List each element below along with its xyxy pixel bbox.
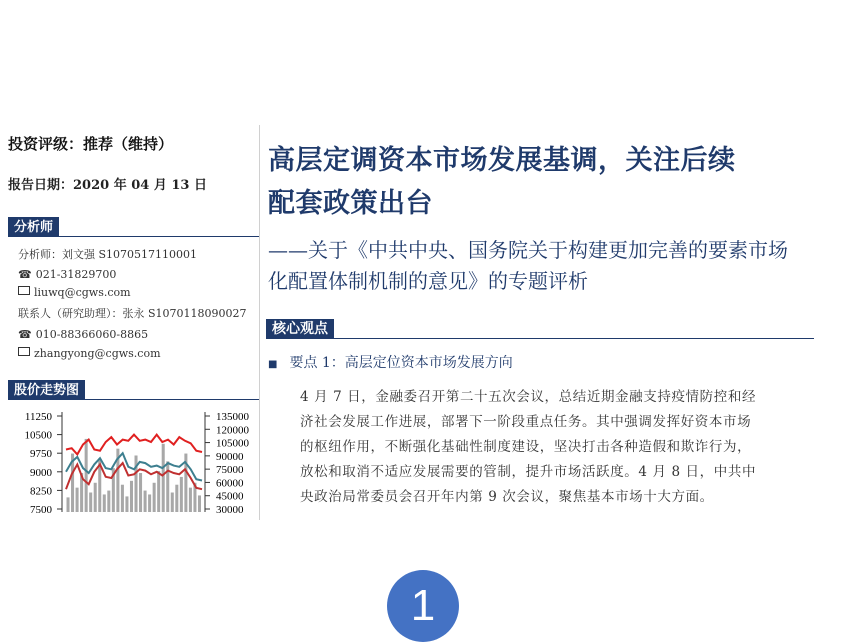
title-line-1: 高层定调资本市场发展基调，关注后续	[268, 145, 736, 176]
right-tick-label: 135000	[216, 411, 249, 423]
volume-bar	[94, 483, 97, 512]
analyst-phone: 021-31829700	[35, 268, 117, 281]
body-line-4: 放松和取消不适应发展需要的管制，提升市场活跃度。4 月 8 日，中共中	[300, 464, 757, 480]
point-1-title: 要点 1：高层定位资本市场发展方向	[289, 355, 513, 371]
mail-icon	[18, 347, 30, 356]
body-line-5: 央政治局常委员会召开年内第 9 次会议，聚焦基本市场十大方面。	[300, 489, 714, 505]
assistant-name: 联系人（研究助理）：张永 S1070118090027	[18, 307, 247, 320]
phone-icon: ☎	[18, 268, 32, 281]
body-line-2: 济社会发展工作进展，部署下一阶段重点任务。其中强调发挥好资本市场	[300, 414, 752, 430]
volume-bar	[85, 439, 88, 512]
assistant-phone-row	[18, 328, 148, 341]
left-tick-label: 8250	[30, 485, 52, 498]
volume-bar	[166, 461, 169, 512]
volume-bar	[180, 477, 183, 512]
analyst-email-row	[18, 286, 131, 299]
volume-bar	[198, 495, 201, 512]
square-bullet-icon: ■	[268, 359, 278, 370]
volume-bar	[148, 494, 151, 512]
volume-bar	[107, 491, 110, 512]
assistant-email: zhangyong@cgws.com	[34, 347, 161, 360]
analyst-name: 分析师：刘文强 S1070517110001	[18, 248, 198, 261]
volume-bar	[67, 497, 70, 512]
phone-icon: ☎	[18, 328, 32, 341]
assistant-email-row	[18, 347, 161, 360]
volume-bar	[89, 493, 92, 512]
analyst-header-label: 分析师	[8, 217, 59, 237]
volume-bar	[130, 481, 133, 512]
volume-bar	[139, 473, 142, 512]
subtitle-line-2: 化配置体制机制的意见》的专题评析	[268, 269, 588, 293]
stock-price-chart	[0, 404, 262, 516]
volume-bar	[76, 488, 79, 512]
point-1-heading	[268, 352, 513, 372]
mail-icon	[18, 286, 30, 295]
left-tick-label: 9750	[30, 448, 52, 461]
right-tick-label: 120000	[216, 424, 249, 437]
analyst-email: liuwq@cgws.com	[34, 286, 131, 299]
column-divider	[259, 125, 260, 520]
assistant-phone: 010-88366060-8865	[35, 328, 149, 341]
right-tick-label: 105000	[216, 437, 249, 450]
volume-bar	[121, 485, 124, 512]
body-line-1: 4 月 7 日，金融委召开第二十五次会议，总结近期金融支持疫情防控和经	[300, 389, 757, 405]
volume-bar	[153, 483, 156, 512]
right-tick-label: 60000	[216, 477, 244, 490]
right-tick-label: 45000	[216, 490, 244, 503]
volume-bar	[144, 491, 147, 512]
left-tick-label: 10500	[24, 429, 52, 442]
volume-bar	[189, 488, 192, 512]
chart-header-label: 股价走势图	[8, 380, 85, 400]
analyst-section-header	[8, 216, 260, 237]
right-tick-label: 75000	[216, 464, 244, 477]
volume-bar	[175, 485, 178, 512]
volume-bar	[103, 494, 106, 512]
rating: 投资评级：推荐（维持）	[8, 135, 174, 153]
right-tick-label: 30000	[216, 504, 244, 516]
volume-bar	[125, 496, 128, 512]
right-tick-label: 90000	[216, 450, 244, 463]
core-view-header	[266, 318, 814, 339]
report-date: 报告日期：2020 年 04 月 13 日	[8, 178, 207, 193]
left-tick-label: 9000	[30, 466, 52, 479]
subtitle-line-1: ——关于《中共中央、国务院关于构建更加完善的要素市场	[268, 238, 788, 262]
left-tick-label: 11250	[24, 411, 52, 423]
volume-bar	[157, 471, 160, 512]
chart-section-header	[8, 379, 260, 400]
body-line-3: 的枢纽作用，不断强化基础性制度建设，坚决打击各种造假和欺诈行为，	[300, 439, 752, 455]
volume-bar	[162, 444, 165, 512]
core-view-label: 核心观点	[266, 319, 334, 339]
analyst-phone-row	[18, 268, 116, 281]
volume-bar	[171, 493, 174, 512]
left-tick-label: 7500	[30, 504, 52, 516]
title-line-2: 配套政策出台	[268, 188, 433, 219]
slide-number-badge: 1	[387, 570, 459, 642]
